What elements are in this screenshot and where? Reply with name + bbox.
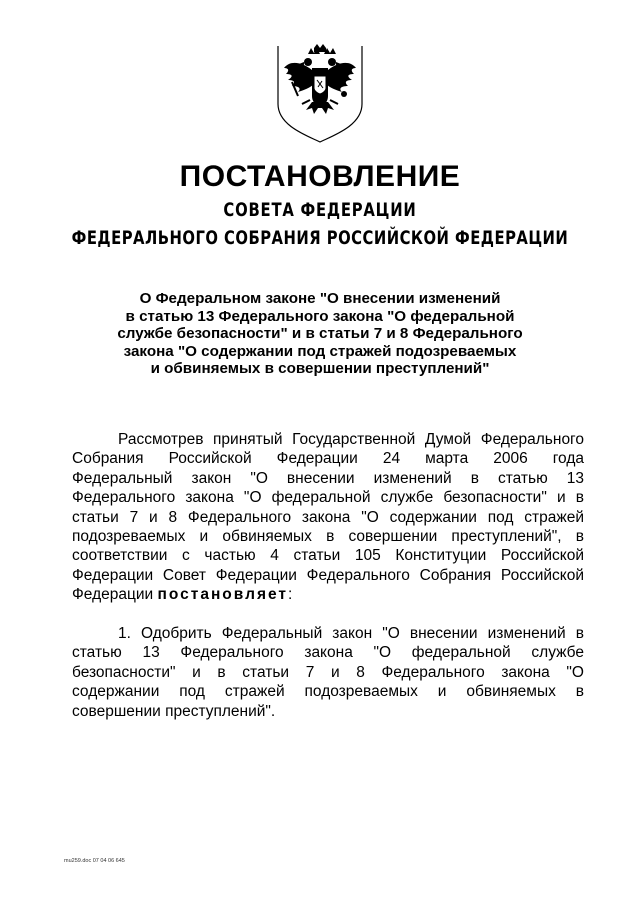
paragraph-line: Федерального закона "О федеральной службе безопасности" и в: [72, 489, 584, 507]
document-title: ПОСТАНОВЛЕНИЕ: [179, 160, 461, 193]
resolution-line: [72, 585, 584, 604]
document-code: mu259.doc 07 04 06 645: [64, 858, 125, 864]
paragraph-line: безопасности" и в статьи 7 и 8 Федерального закона "О: [72, 663, 584, 681]
clause-1-paragraph: [72, 624, 584, 721]
heading-line: О Федеральном законе "О внесении изменений: [139, 290, 501, 307]
paragraph-line: совершении преступлений".: [72, 702, 276, 720]
preamble-paragraph: [72, 430, 584, 605]
resolves-keyword: постановляет: [157, 586, 288, 604]
issuer-line-2: ФЕДЕРАЛЬНОГО СОБРАНИЯ РОССИЙСКОЙ ФЕДЕРАЦИИ: [71, 227, 569, 249]
resolution-subject-heading: [100, 290, 540, 378]
heading-line: службе безопасности" и в статьи 7 и 8 Федерального: [117, 325, 523, 343]
paragraph-line: Собрания Российской Федерации 24 марта 2006 года: [72, 450, 584, 468]
paragraph-line: статью 13 Федерального закона "О федеральной службе: [72, 644, 584, 662]
paragraph-line: содержании под стражей подозреваемых и обвиняемых в: [72, 683, 584, 701]
resolution-colon: :: [288, 586, 293, 604]
paragraph-line: 1. Одобрить Федеральный закон "О внесении изменений в: [118, 625, 584, 642]
issuer-line-1: СОВЕТА ФЕДЕРАЦИИ: [223, 199, 417, 221]
paragraph-line: статьи 7 и 8 Федерального закона "О содержании под стражей: [72, 508, 584, 526]
heading-line: закона "О содержании под стражей подозреваемых: [123, 342, 517, 360]
paragraph-line: соответствии с частью 4 статьи 105 Конституции Российской: [72, 547, 584, 565]
paragraph-line: Рассмотрев принятый Государственной Думой Федерального: [118, 431, 584, 448]
russian-coat-of-arms-icon: [268, 44, 372, 144]
heading-line: и обвиняемых в совершении преступлений": [150, 360, 490, 378]
paragraph-line: Федеральный закон "О внесении изменений в статью 13: [72, 469, 584, 487]
resolution-prefix: Федерации: [72, 586, 154, 604]
paragraph-line: Федерации Совет Федерации Федерального Собрания Российской: [72, 566, 584, 584]
heading-line: в статью 13 Федерального закона "О федеральной: [125, 307, 515, 325]
paragraph-line: подозреваемых и обвиняемых в совершении преступлений", в: [72, 528, 584, 546]
